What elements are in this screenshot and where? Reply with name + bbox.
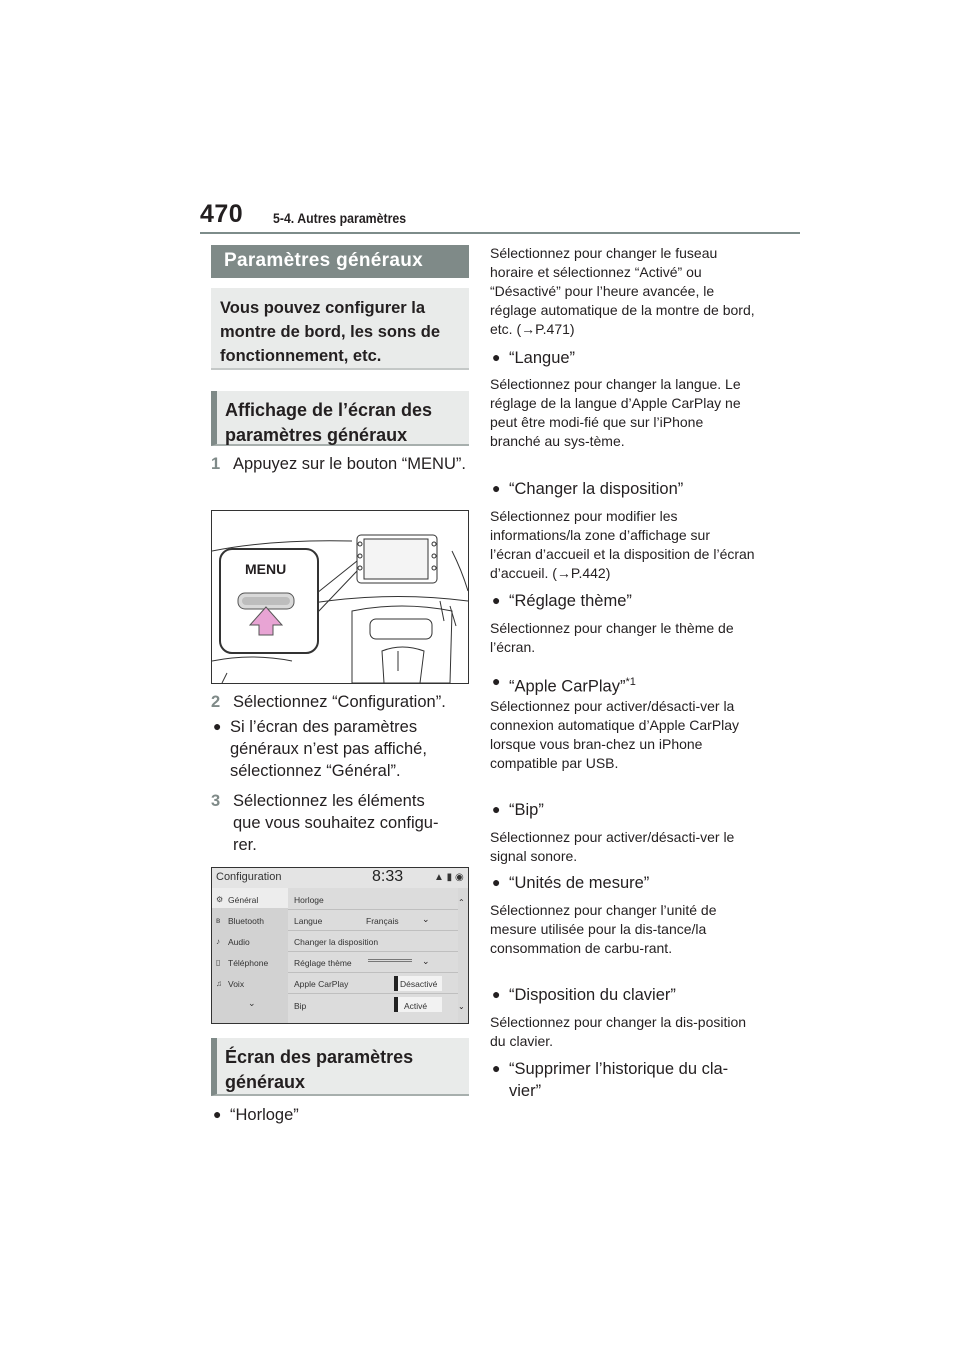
- phone-icon: ▯: [216, 958, 221, 967]
- bullet-icon: ●: [213, 718, 222, 734]
- theme-description: Sélectionnez pour changer le thème de l’écran.: [490, 620, 734, 655]
- intro-text: Vous pouvez configurer la montre de bord, les sons de fonctionnement, etc.: [220, 299, 441, 365]
- screen-menu-bluetooth[interactable]: Bluetooth: [228, 916, 264, 926]
- bullet-horloge: “Horloge”: [230, 1106, 299, 1124]
- item-carplay[interactable]: Apple CarPlay: [294, 979, 349, 989]
- header-rule: [200, 232, 800, 234]
- voice-icon: ♫: [216, 979, 222, 988]
- step-2-number: 2: [211, 693, 221, 711]
- chevron-down-icon[interactable]: ⌄: [422, 956, 430, 966]
- step-3-number: 3: [211, 792, 221, 810]
- item-bip[interactable]: Bip: [294, 1001, 307, 1011]
- chevron-down-icon[interactable]: ⌄: [248, 998, 256, 1008]
- langue-description: Sélectionnez pour changer la langue. Le réglage de la langue d’Apple CarPlay ne peut être modi-fié que sur l’iPhone branché au sys-tème.: [490, 376, 741, 449]
- screen-menu-general[interactable]: Général: [228, 895, 259, 905]
- bullet-icon: ●: [492, 592, 501, 608]
- screen-menu-audio[interactable]: Audio: [228, 937, 250, 947]
- step-1-number: 1: [211, 455, 221, 473]
- bullet-general-text: Si l’écran des paramètres généraux n’est pas affiché, sélectionnez “Général”.: [230, 718, 427, 780]
- screen-menu-voix[interactable]: Voix: [228, 979, 245, 989]
- bluetooth-icon: ʙ: [216, 916, 221, 925]
- disposition-description: Sélectionnez pour modifier les informations/la zone d’affichage sur l’écran d’accueil et la disposition de l’écran d’accueil. (→P.442): [490, 508, 755, 581]
- bip-description: Sélectionnez pour activer/désacti-ver le signal sonore.: [490, 829, 735, 864]
- dashboard-illustration: [212, 511, 468, 683]
- page-number: 470: [200, 200, 244, 228]
- step-2-text: Sélectionnez “Configuration”.: [233, 693, 446, 711]
- music-icon: ♪: [216, 937, 220, 946]
- item-langue[interactable]: Langue: [294, 916, 323, 926]
- bullet-unites: “Unités de mesure”: [509, 874, 650, 892]
- status-icons: ▲ ▮ ◉: [434, 872, 464, 883]
- chevron-down-icon[interactable]: ⌄: [422, 914, 430, 924]
- screen-menu-telephone[interactable]: Téléphone: [228, 958, 269, 968]
- carplay-description: Sélectionnez pour activer/désacti-ver la connexion automatique d’Apple CarPlay lorsque vous bran-chez un iPhone compatible par USB.: [490, 698, 740, 771]
- bip-value: Activé: [404, 1001, 428, 1011]
- carplay-value: Désactivé: [400, 979, 438, 989]
- bullet-disposition: “Changer la disposition”: [509, 480, 684, 498]
- bullet-theme: “Réglage thème”: [509, 592, 632, 610]
- bullet-icon: ●: [213, 1106, 222, 1122]
- step-3-text: Sélectionnez les éléments que vous souhaitez configu-rer.: [233, 792, 439, 854]
- screen-time: 8:33: [372, 868, 404, 885]
- bullet-carplay-text: “Apple CarPlay”: [509, 677, 626, 696]
- menu-label: MENU: [245, 561, 287, 577]
- bullet-icon: ●: [492, 480, 501, 496]
- bullet-icon: ●: [492, 673, 501, 689]
- horloge-description: Sélectionnez pour changer le fuseau horaire et sélectionnez “Activé” ou “Désactivé” pour l’heure avancée, le réglage automatique de la montre de bord, etc. (→P.471): [490, 245, 755, 337]
- section-title: 5-4. Autres paramètres: [273, 210, 407, 226]
- intro-box: [211, 288, 469, 370]
- bullet-bip: “Bip”: [509, 801, 544, 819]
- footnote-marker: *1: [625, 676, 636, 688]
- bullet-carplay: [509, 671, 636, 698]
- subhead-ecran-text: Écran des paramètres généraux: [225, 1047, 414, 1092]
- bullet-historique: “Supprimer l’historique du cla-vier”: [509, 1060, 729, 1100]
- subhead-affichage: [211, 391, 469, 446]
- scroll-up-icon[interactable]: ⌃: [458, 898, 465, 907]
- subhead-affichage-text: Affichage de l’écran des paramètres généraux: [225, 400, 433, 445]
- bullet-icon: ●: [492, 801, 501, 817]
- bullet-langue: “Langue”: [509, 349, 576, 367]
- gear-icon: ⚙: [216, 895, 224, 904]
- figure-settings-screen: [211, 867, 469, 1024]
- bullet-icon: ●: [492, 986, 501, 1002]
- theme-preview: [368, 959, 412, 962]
- unites-description: Sélectionnez pour changer l’unité de mesure utilisée pour la dis-tance/la consommation de carbu-rant.: [490, 902, 717, 956]
- step-1-text: Appuyez sur le bouton “MENU”.: [233, 455, 466, 473]
- bullet-icon: ●: [492, 874, 501, 890]
- figure-menu-button: [211, 510, 469, 684]
- item-theme[interactable]: Réglage thème: [294, 958, 352, 968]
- bullet-clavier: “Disposition du clavier”: [509, 986, 676, 1004]
- bullet-icon: ●: [492, 1060, 501, 1076]
- banner-title: Paramètres généraux: [224, 250, 423, 271]
- item-disposition[interactable]: Changer la disposition: [294, 937, 379, 947]
- bullet-icon: ●: [492, 349, 501, 365]
- section-banner: [211, 245, 469, 278]
- langue-value: Français: [366, 916, 399, 926]
- subhead-ecran: [211, 1038, 469, 1096]
- scroll-down-icon[interactable]: ⌄: [458, 1002, 465, 1011]
- item-horloge[interactable]: Horloge: [294, 895, 324, 905]
- screen-title: Configuration: [216, 871, 282, 883]
- clavier-description: Sélectionnez pour changer la dis-position du clavier.: [490, 1014, 747, 1049]
